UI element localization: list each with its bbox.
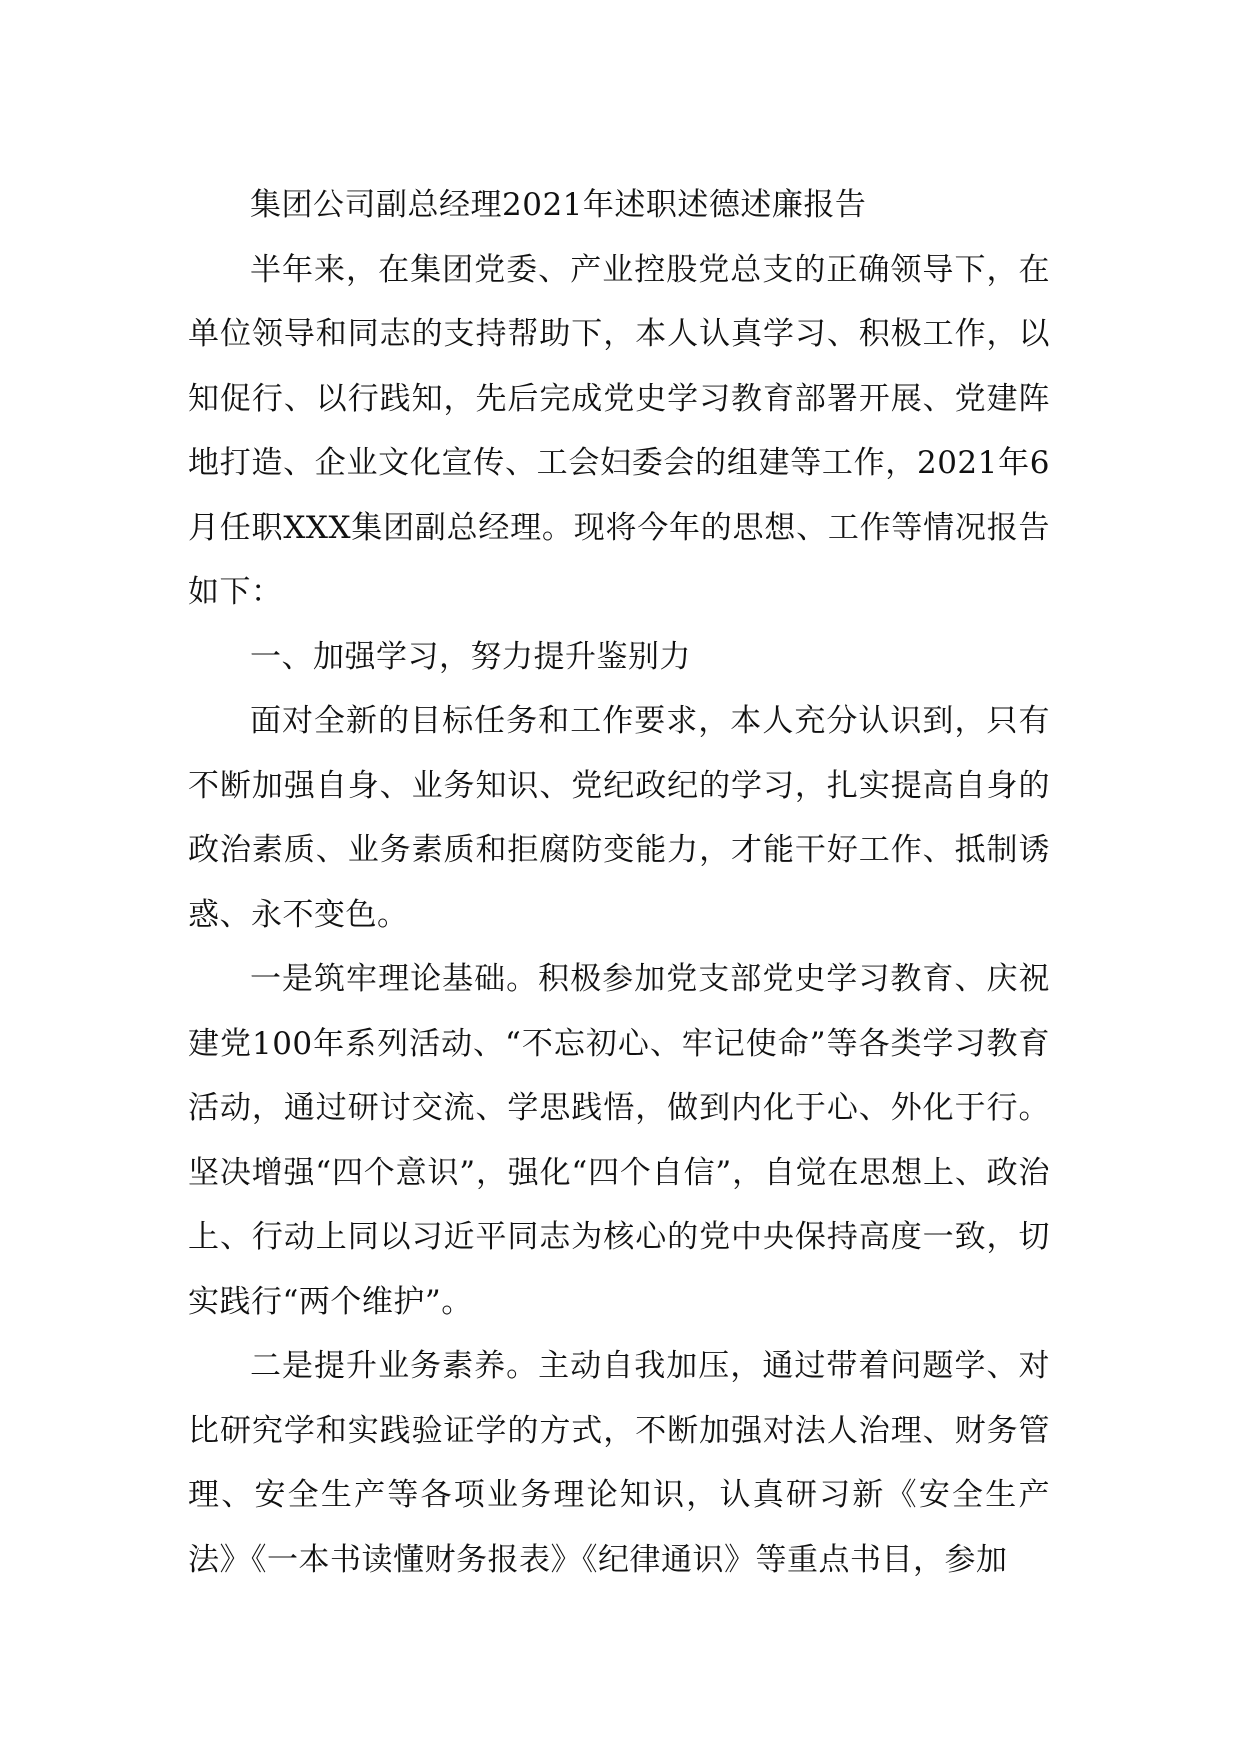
paragraph-section-1: 面对全新的目标任务和工作要求，本人充分认识到，只有不断加强自身、业务知识、党纪政纪的学习，扎实提高自身的政治素质、业务素质和拒腐防变能力，才能干好工作、抵制诱惑、永不变色。 [188, 703, 1050, 933]
paragraph-intro: 半年来，在集团党委、产业控股党总支的正确领导下，在单位领导和同志的支持帮助下，本人认真学习、积极工作，以知促行、以行践知，先后完成党史学习教育部署开展、党建阵地打造、企业文化宣传、工会妇委会的组建等工作，2021年6月任职XXX集团副总经理。现将今年的思想、工作等情况报告如下： [188, 251, 1050, 610]
paragraph-business: 二是提升业务素养。主动自我加压，通过带着问题学、对比研究学和实践验证学的方式，不断加强对法人治理、财务管理、安全生产等各项业务理论知识，认真研习新《安全生产法》《一本书读懂财务报表》《纪律通识》等重点书目，参加 [188, 1348, 1050, 1578]
paragraph-theory: 一是筑牢理论基础。积极参加党支部党史学习教育、庆祝建党100年系列活动、“不忘初心、牢记使命”等各类学习教育活动，通过研讨交流、学思践悟，做到内化于心、外化于行。坚决增强“四个意识”，强化“四个自信”，自觉在思想上、政治上、行动上同以习近平同志为核心的党中央保持高度一致，切实践行“两个维护”。 [188, 961, 1050, 1320]
document-body [188, 173, 1050, 1592]
section-heading-1: 一、加强学习，努力提升鉴别力 [250, 638, 691, 675]
document-title: 集团公司副总经理2021年述职述德述廉报告 [250, 187, 867, 223]
